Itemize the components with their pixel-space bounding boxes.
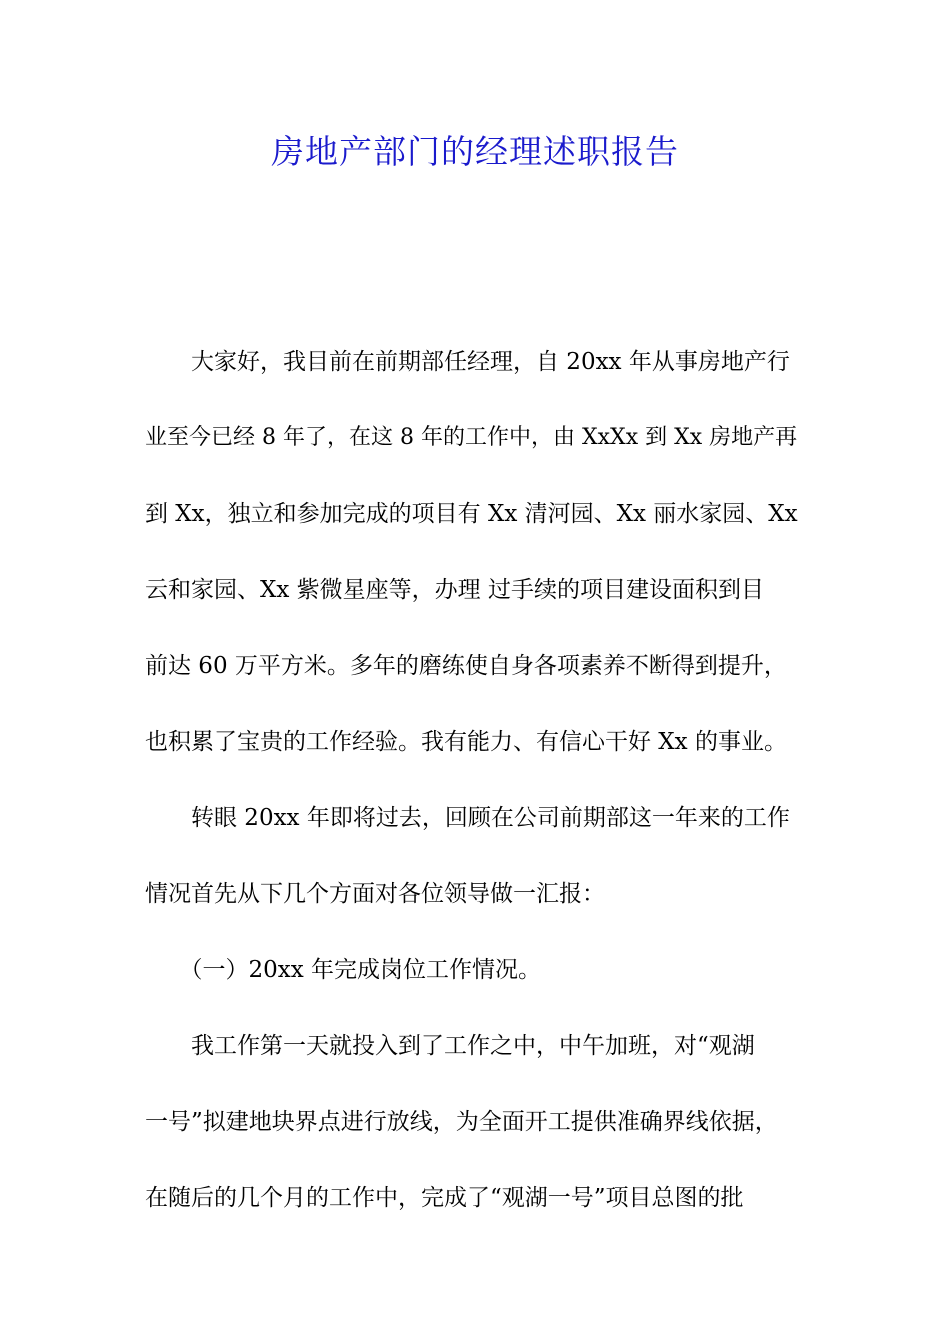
text-line: 前达 60 万平方米。多年的磨练使自身各项素养不断得到提升， xyxy=(145,653,787,679)
text-line: 也积累了宝贵的工作经验。我有能力、有信心干好 Xx 的事业。 xyxy=(145,729,787,755)
text-line: 我工作第一天就投入到了工作之中，中午加班，对“观湖 xyxy=(145,1033,755,1059)
text-line: 一号”拟建地块界点进行放线，为全面开工提供准确界线依据， xyxy=(145,1109,778,1135)
text-line: 大家好，我目前在前期部任经理，自 20xx 年从事房地产行 xyxy=(145,349,790,375)
text-line: （一）20xx 年完成岗位工作情况。 xyxy=(145,957,542,983)
text-line: 转眼 20xx 年即将过去，回顾在公司前期部这一年来的工作 xyxy=(145,805,790,831)
text-line: 在随后的几个月的工作中，完成了“观湖一号”项目总图的批 xyxy=(145,1185,744,1211)
text-line: 到 Xx，独立和参加完成的项目有 Xx 清河园、Xx 丽水家园、Xx xyxy=(145,501,798,527)
document-body xyxy=(145,336,810,1248)
text-line: 业至今已经 8 年了，在这 8 年的工作中，由 XxXx 到 Xx 房地产再 xyxy=(145,425,798,450)
text-line: 情况首先从下几个方面对各位领导做一汇报： xyxy=(145,881,605,907)
text-line: 云和家园、Xx 紫微星座等，办理 过手续的项目建设面积到目 xyxy=(145,577,764,603)
document-title: 房地产部门的经理述职报告 xyxy=(271,132,679,171)
